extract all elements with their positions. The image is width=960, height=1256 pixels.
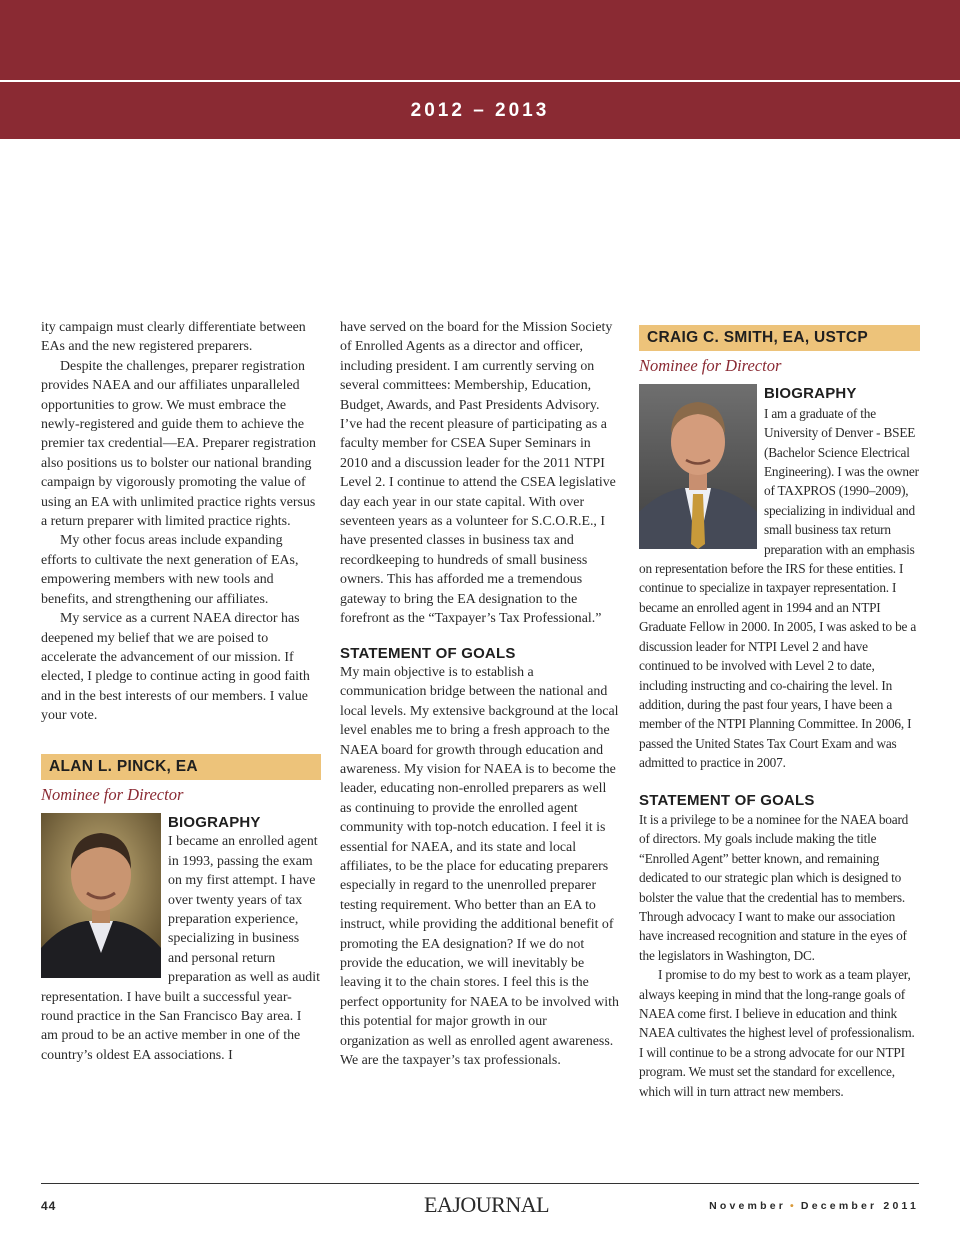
column-middle: [340, 318, 619, 1070]
issue-month-1: November: [709, 1200, 787, 1212]
biography-text: I became an enrolled agent in 1993, passing the exam on my first attempt. I have over twenty years of tax preparation experience, specializing in business and personal return preparation as well as audit representation. I have built a successful year-round practice in the San Francisco Bay area. I am proud to be an active member in one of the country’s oldest EA associations. I: [41, 834, 320, 1063]
bullet-icon: •: [790, 1200, 797, 1212]
issue-date: [709, 1200, 919, 1212]
issue-month-2: December 2011: [800, 1200, 919, 1212]
paragraph: My service as a current NAEA director has deepened my belief that we are poised to accelerate the advancement of our mission. If elected, I pledge to continue acting in good faith and in the best interests of our members. I value your vote.: [41, 611, 310, 724]
paragraph: ity campaign must clearly differentiate between EAs and the new registered preparers.: [41, 320, 306, 355]
paragraph: have served on the board for the Mission Society of Enrolled Agents as a director and officer, including president. I am currently serving on several committees: Membership, Education, Budget, Awards, and Past Presidents Advisory. I’ve had the recent pleasure of participating as a faculty member for CSEA Super Seminars in 2010 and a discussion leader for the 2011 NTPI Level 2. I continue to attend the CSEA legislative day each year in our state capital. With over seventeen years as a volunteer for S.C.O.R.E., I have presented classes in business tax and recordkeeping to hundreds of small business owners. This has afforded me a tremendous gateway to bring the EA designation to the forefront as the “Taxpayer’s Tax Professional.”: [340, 320, 616, 627]
pinck-portrait: [41, 813, 161, 978]
biography-text: I am a graduate of the University of Denver - BSEE (Bachelor Science Electrical Engineering). I was the owner of TAXPROS (1990–2009), specializing in individual and small business tax return preparation with an emphasis on representation before the IRS for these entities. I continue to specialize in taxpayer representation. I became an enrolled agent in 1994 and an NTPI Graduate Fellow in 2000. In 2005, I was asked to be a discussion leader for NTPI Level 2 and have continued to be involved with Level 2 to date, including instructing and co-chairing the level. In addition, during the past four years, I have been a member of the NTPI Planning Committee. In 2006, I passed the United States Tax Court Exam and was admitted to practice in 2007.: [639, 405, 919, 771]
statement-of-goals-heading: STATEMENT OF GOALS: [340, 644, 516, 662]
footer-divider: [41, 1183, 919, 1184]
paragraph: It is a privilege to be a nominee for the NAEA board of directors. My goals include making the title “Enrolled Agent” better known, and remaining dedicated to our strategic plan which is designed to bolster the value that the credential has to members. Through advocacy I want to make our association have increased recognition and stature in the eyes of the legislators in Washington, DC.: [639, 811, 909, 963]
statement-of-goals-heading: STATEMENT OF GOALS: [639, 791, 815, 809]
biography-heading: BIOGRAPHY: [764, 385, 857, 403]
smith-portrait: [639, 384, 757, 549]
page-number: 44: [41, 1199, 57, 1213]
header-band: [0, 0, 960, 80]
column-left: [41, 318, 321, 1065]
ea-journal-logo: EAJOURNAL: [424, 1192, 550, 1217]
nominee-role: Nominee for Director: [41, 784, 184, 804]
nominee-name-bar: ALAN L. PINCK, EA: [41, 754, 321, 780]
paragraph: I promise to do my best to work as a team player, always keeping in mind that the long-range goals of NAEA come first. I believe in education and think NAEA cultivates the highest level of professionalism. I will continue to be a strong advocate for our NTPI program. We must set the standard for excellence, which will in turn attract new members.: [639, 967, 915, 1099]
year-band: [0, 82, 960, 139]
paragraph: Despite the challenges, preparer registration provides NAEA and our affiliates unparalleled opportunities to grow. We must embrace the newly-registered and guide them to achieve the premier tax credential—EA. Preparer registration also positions us to bolster our national branding campaign by vigorously promoting the value of using an EA with unlimited practice rights versus a return preparer with limited practice rights.: [41, 358, 316, 530]
year-range: 2012 – 2013: [410, 99, 550, 121]
paragraph: My other focus areas include expanding efforts to cultivate the next generation of EAs, empowering members with new tools and benefits, and strengthening our affiliates.: [41, 533, 299, 607]
nominee-name-bar: CRAIG C. SMITH, EA, USTCP: [639, 325, 920, 351]
biography-heading: BIOGRAPHY: [168, 813, 261, 831]
nominee-role: Nominee for Director: [639, 356, 782, 375]
paragraph: My main objective is to establish a communication bridge between the national and local levels. My extensive background at the local level enables me to bring a fresh approach to the NAEA board for growth through education and awareness. My vision for NAEA is to become the leader, educating non-enrolled preparers as well as continuing to provide the enrolled agent community with top-notch education. I feel it is essential for NAEA, and its state and local affiliates, to be the place for educating preparers especially in regard to the unenrolled preparer testing requirement. Who better than an EA to instruct, while providing the additional benefit of promoting the EA designation? If we do not provide the education, we will inevitably be leaving it to the chain stores. I feel this is the perfect opportunity for NAEA to be involved with this potential for major growth in our organization as well as enrolled agent awareness. We are the taxpayer’s tax professionals.: [340, 664, 619, 1069]
column-right: [639, 325, 920, 1101]
